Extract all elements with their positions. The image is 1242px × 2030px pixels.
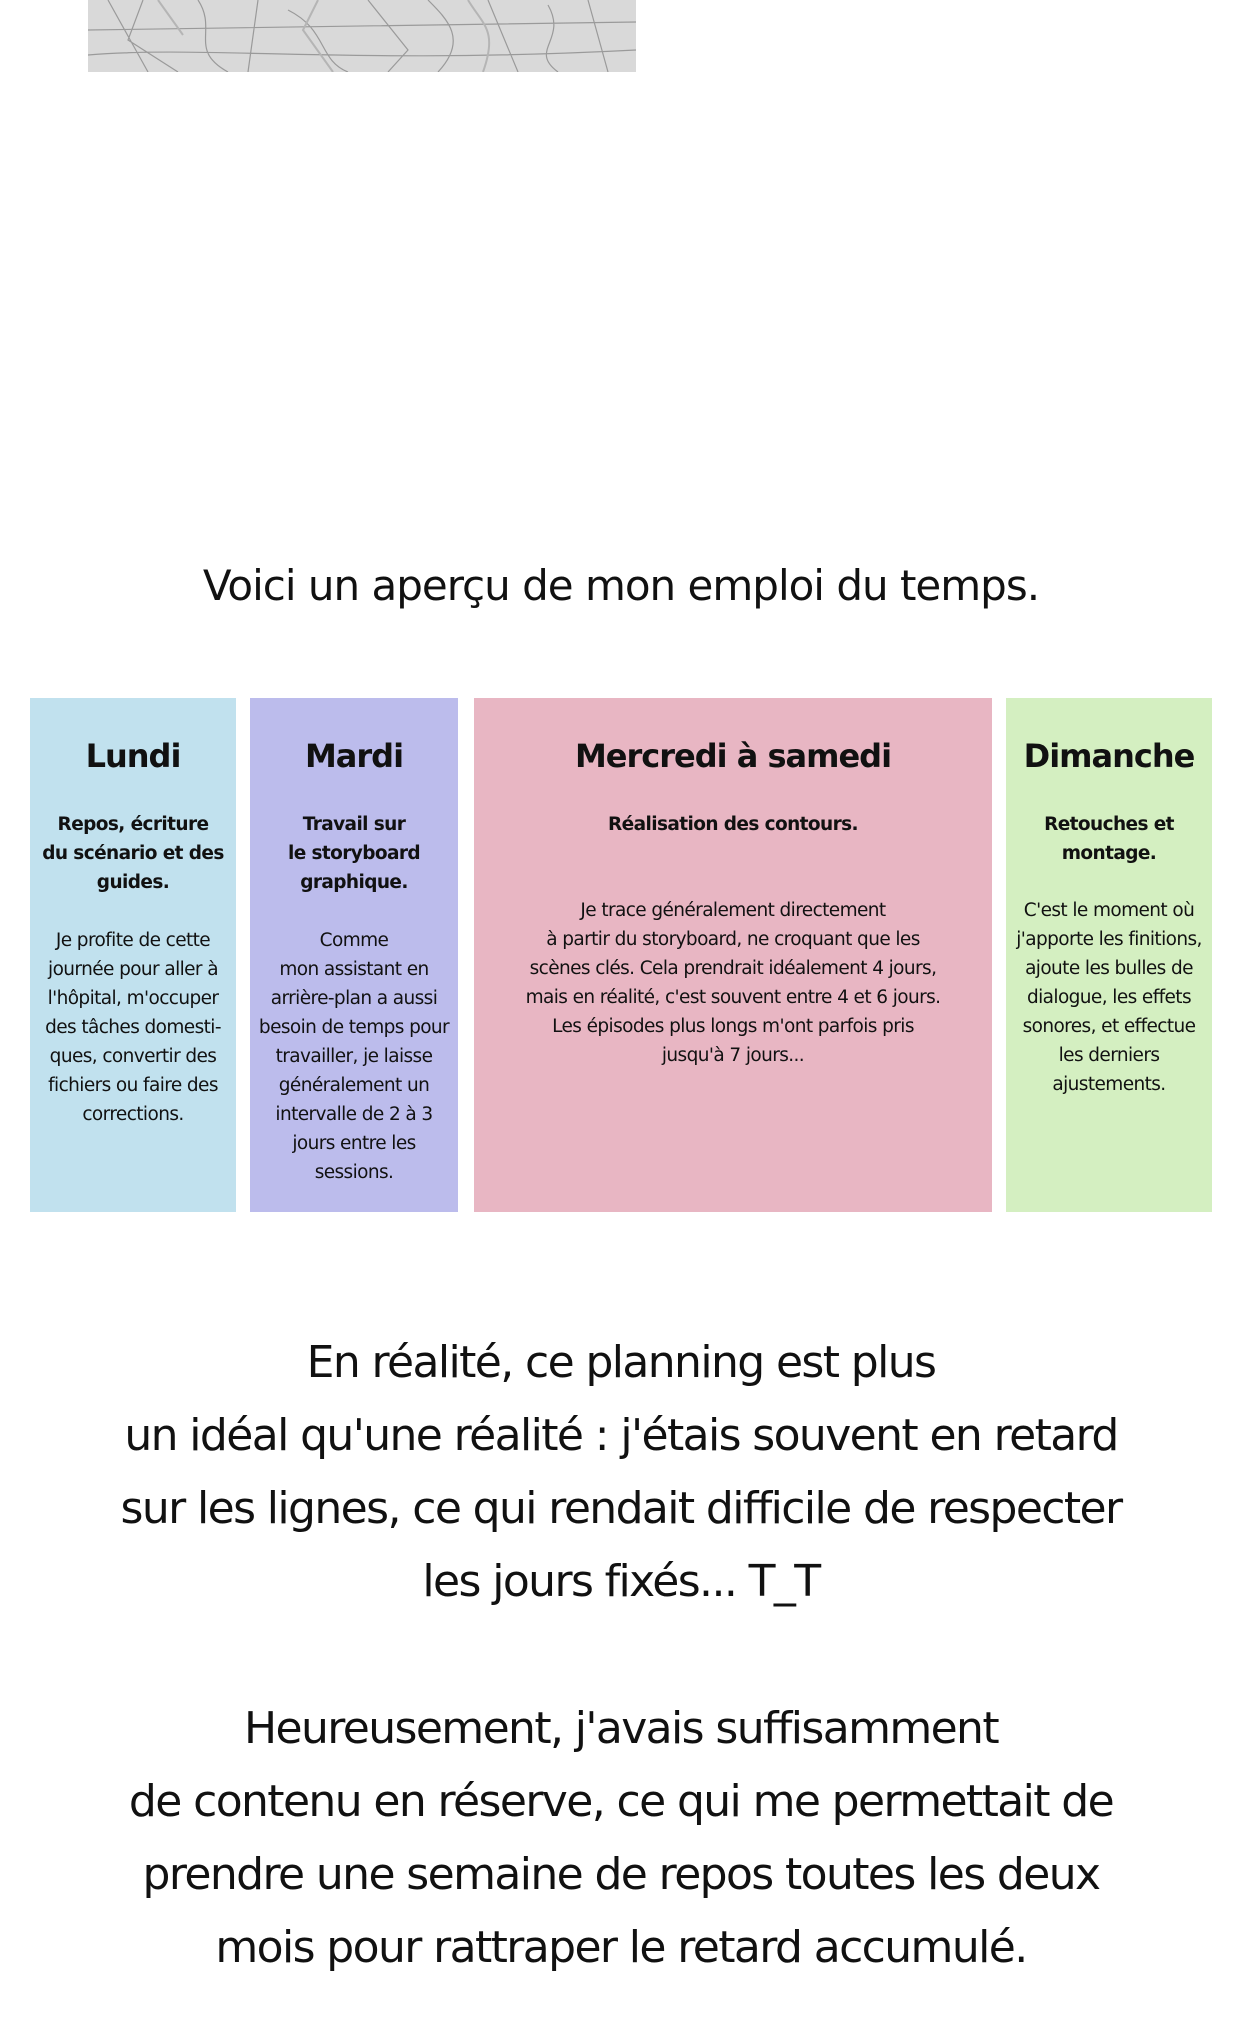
day-summary: Travail sur le storyboard graphique. (287, 814, 421, 893)
day-detail: Je profite de cette journée pour aller à l'hôpital, m'occuper des tâches domesti- ques, convertir des fichiers ou faire des corrections. (45, 930, 221, 1125)
day-detail: Comme mon assistant en arrière-plan a aussi besoin de temps pour travailler, je laisse généralement un intervalle de 2 à 3 jours entre les sessions. (258, 930, 450, 1183)
day-summary: Retouches et montage. (1044, 814, 1174, 864)
day-title: Mercredi à samedi (574, 737, 892, 775)
day-title: Dimanche (1023, 737, 1195, 775)
pencil-sketch-lines (88, 0, 636, 72)
day-title: Lundi (85, 737, 181, 775)
sketch-illustration-fragment (88, 0, 636, 72)
day-summary: Repos, écriture du scénario et des guides. (42, 814, 224, 893)
schedule-intro-heading: Voici un aperçu de mon emploi du temps. (202, 561, 1040, 610)
day-detail: C'est le moment où j'apporte les finitions, ajoute les bulles de dialogue, les effets sonores, et effectue les derniers ajustements. (1016, 900, 1202, 1095)
day-summary: Réalisation des contours. (608, 814, 858, 835)
reflection-paragraph-2: Heureusement, j'avais suffisamment de contenu en réserve, ce qui me permettait de prendre une semaine de repos toutes les deux mois pour rattraper le retard accumulé. (128, 1703, 1114, 1973)
day-detail: Je trace généralement directement à partir du storyboard, ne croquant que les scènes clés. Cela prendrait idéalement 4 jours, mais en réalité, c'est souvent entre 4 et 6 jours. Les épisodes plus longs m'ont parfois pris jusqu'à 7 jours... (525, 900, 941, 1066)
schedule-card-monday (30, 698, 236, 1212)
schedule-card-tuesday (250, 698, 458, 1212)
day-title: Mardi (304, 737, 404, 775)
reflection-paragraph-1: En réalité, ce planning est plus un idéal qu'une réalité : j'étais souvent en retard sur les lignes, ce qui rendait difficile de respecter les jours fixés... T_T (120, 1337, 1122, 1607)
schedule-card-wednesday-to-saturday (474, 698, 992, 1212)
schedule-card-sunday (1006, 698, 1212, 1212)
weekly-schedule (30, 698, 1212, 1212)
